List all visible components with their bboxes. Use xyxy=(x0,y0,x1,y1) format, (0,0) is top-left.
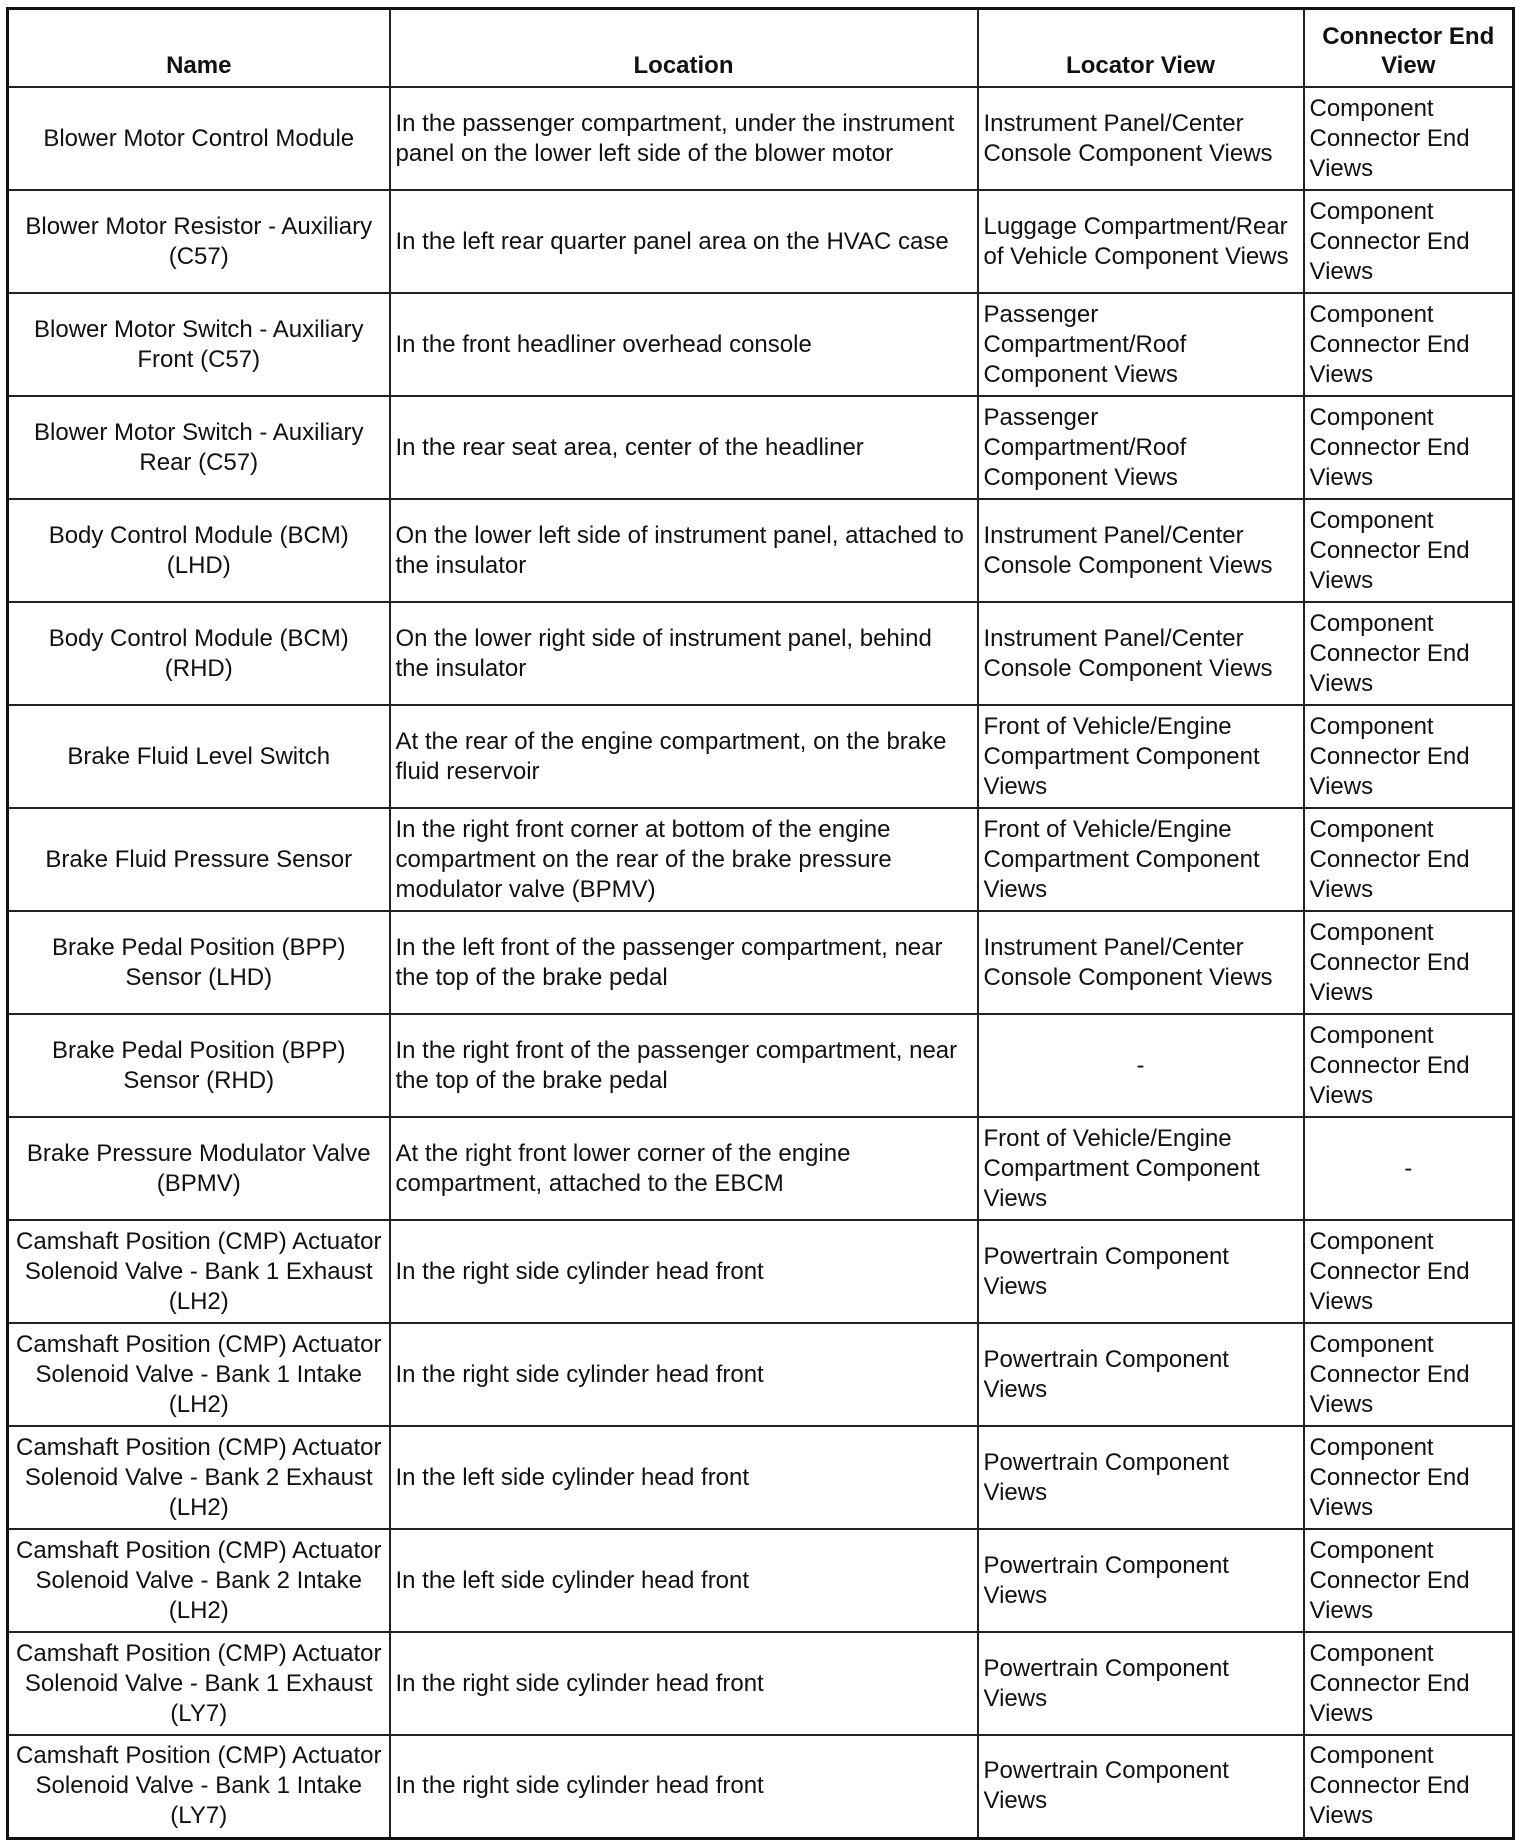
cell-name: Brake Fluid Pressure Sensor xyxy=(8,808,390,911)
cell-connector-end-view: Component Connector End Views xyxy=(1304,396,1514,499)
cell-connector-end-view: Component Connector End Views xyxy=(1304,87,1514,190)
cell-location: On the lower right side of instrument panel, behind the insulator xyxy=(390,602,978,705)
cell-name: Camshaft Position (CMP) Actuator Solenoid Valve - Bank 1 Exhaust (LH2) xyxy=(8,1220,390,1323)
cell-connector-end-view: Component Connector End Views xyxy=(1304,1323,1514,1426)
table-body xyxy=(8,87,1514,1838)
cell-locator-view: Powertrain Component Views xyxy=(978,1220,1304,1323)
cell-location: In the right front of the passenger compartment, near the top of the brake pedal xyxy=(390,1014,978,1117)
header-location: Location xyxy=(390,9,978,88)
cell-name: Blower Motor Switch - Auxiliary Rear (C57) xyxy=(8,396,390,499)
cell-name: Blower Motor Switch - Auxiliary Front (C57) xyxy=(8,293,390,396)
cell-name: Camshaft Position (CMP) Actuator Solenoid Valve - Bank 1 Intake (LY7) xyxy=(8,1735,390,1838)
cell-locator-view: Front of Vehicle/Engine Compartment Component Views xyxy=(978,1117,1304,1220)
cell-name: Camshaft Position (CMP) Actuator Solenoid Valve - Bank 2 Intake (LH2) xyxy=(8,1529,390,1632)
cell-locator-view: Instrument Panel/Center Console Component Views xyxy=(978,911,1304,1014)
cell-locator-view: Powertrain Component Views xyxy=(978,1426,1304,1529)
cell-name: Brake Fluid Level Switch xyxy=(8,705,390,808)
cell-name: Brake Pressure Modulator Valve (BPMV) xyxy=(8,1117,390,1220)
cell-location: In the left side cylinder head front xyxy=(390,1426,978,1529)
cell-locator-view: Instrument Panel/Center Console Component Views xyxy=(978,87,1304,190)
cell-name: Brake Pedal Position (BPP) Sensor (LHD) xyxy=(8,911,390,1014)
cell-locator-view: Instrument Panel/Center Console Component Views xyxy=(978,499,1304,602)
table-row xyxy=(8,602,1514,705)
cell-connector-end-view: Component Connector End Views xyxy=(1304,1529,1514,1632)
cell-locator-view: Powertrain Component Views xyxy=(978,1632,1304,1735)
cell-location: In the right side cylinder head front xyxy=(390,1632,978,1735)
cell-location: In the left rear quarter panel area on the HVAC case xyxy=(390,190,978,293)
table-row xyxy=(8,293,1514,396)
table-row xyxy=(8,1632,1514,1735)
table-row xyxy=(8,1323,1514,1426)
cell-location: In the left front of the passenger compartment, near the top of the brake pedal xyxy=(390,911,978,1014)
cell-connector-end-view: Component Connector End Views xyxy=(1304,1220,1514,1323)
table-row xyxy=(8,396,1514,499)
cell-location: In the left side cylinder head front xyxy=(390,1529,978,1632)
cell-connector-end-view: - xyxy=(1304,1117,1514,1220)
cell-name: Blower Motor Resistor - Auxiliary (C57) xyxy=(8,190,390,293)
cell-locator-view: Front of Vehicle/Engine Compartment Component Views xyxy=(978,705,1304,808)
table-row xyxy=(8,499,1514,602)
table-row xyxy=(8,1220,1514,1323)
cell-connector-end-view: Component Connector End Views xyxy=(1304,1426,1514,1529)
cell-location: In the right side cylinder head front xyxy=(390,1323,978,1426)
cell-locator-view: Luggage Compartment/Rear of Vehicle Component Views xyxy=(978,190,1304,293)
cell-name: Body Control Module (BCM) (LHD) xyxy=(8,499,390,602)
table-row xyxy=(8,1014,1514,1117)
cell-name: Brake Pedal Position (BPP) Sensor (RHD) xyxy=(8,1014,390,1117)
cell-connector-end-view: Component Connector End Views xyxy=(1304,911,1514,1014)
cell-connector-end-view: Component Connector End Views xyxy=(1304,1632,1514,1735)
cell-connector-end-view: Component Connector End Views xyxy=(1304,602,1514,705)
cell-connector-end-view: Component Connector End Views xyxy=(1304,293,1514,396)
cell-location: In the rear seat area, center of the headliner xyxy=(390,396,978,499)
cell-location: In the passenger compartment, under the instrument panel on the lower left side of the blower motor xyxy=(390,87,978,190)
cell-location: In the right side cylinder head front xyxy=(390,1220,978,1323)
table-row xyxy=(8,1529,1514,1632)
table-row xyxy=(8,1117,1514,1220)
cell-name: Camshaft Position (CMP) Actuator Solenoid Valve - Bank 2 Exhaust (LH2) xyxy=(8,1426,390,1529)
cell-locator-view: Passenger Compartment/Roof Component Views xyxy=(978,293,1304,396)
cell-locator-view: Passenger Compartment/Roof Component Views xyxy=(978,396,1304,499)
cell-location: At the rear of the engine compartment, on the brake fluid reservoir xyxy=(390,705,978,808)
cell-locator-view: - xyxy=(978,1014,1304,1117)
table-row xyxy=(8,190,1514,293)
component-locator-table xyxy=(6,7,1515,1840)
header-connector-end-view: Connector End View xyxy=(1304,9,1514,88)
cell-locator-view: Front of Vehicle/Engine Compartment Component Views xyxy=(978,808,1304,911)
header-locator-view: Locator View xyxy=(978,9,1304,88)
cell-name: Camshaft Position (CMP) Actuator Solenoid Valve - Bank 1 Exhaust (LY7) xyxy=(8,1632,390,1735)
table-row xyxy=(8,911,1514,1014)
table-row xyxy=(8,87,1514,190)
cell-name: Blower Motor Control Module xyxy=(8,87,390,190)
component-locator-table-wrapper xyxy=(6,7,1512,1840)
table-row xyxy=(8,1426,1514,1529)
cell-name: Body Control Module (BCM) (RHD) xyxy=(8,602,390,705)
cell-locator-view: Powertrain Component Views xyxy=(978,1529,1304,1632)
table-row xyxy=(8,1735,1514,1838)
table-row xyxy=(8,705,1514,808)
cell-connector-end-view: Component Connector End Views xyxy=(1304,808,1514,911)
cell-location: On the lower left side of instrument panel, attached to the insulator xyxy=(390,499,978,602)
cell-locator-view: Instrument Panel/Center Console Component Views xyxy=(978,602,1304,705)
cell-name: Camshaft Position (CMP) Actuator Solenoid Valve - Bank 1 Intake (LH2) xyxy=(8,1323,390,1426)
table-row xyxy=(8,808,1514,911)
cell-locator-view: Powertrain Component Views xyxy=(978,1323,1304,1426)
cell-location: In the front headliner overhead console xyxy=(390,293,978,396)
cell-locator-view: Powertrain Component Views xyxy=(978,1735,1304,1838)
cell-connector-end-view: Component Connector End Views xyxy=(1304,190,1514,293)
header-name: Name xyxy=(8,9,390,88)
cell-connector-end-view: Component Connector End Views xyxy=(1304,705,1514,808)
cell-connector-end-view: Component Connector End Views xyxy=(1304,499,1514,602)
cell-location: In the right front corner at bottom of the engine compartment on the rear of the brake pressure modulator valve (BPMV) xyxy=(390,808,978,911)
cell-location: In the right side cylinder head front xyxy=(390,1735,978,1838)
cell-location: At the right front lower corner of the engine compartment, attached to the EBCM xyxy=(390,1117,978,1220)
table-header-row xyxy=(8,9,1514,88)
cell-connector-end-view: Component Connector End Views xyxy=(1304,1014,1514,1117)
cell-connector-end-view: Component Connector End Views xyxy=(1304,1735,1514,1838)
